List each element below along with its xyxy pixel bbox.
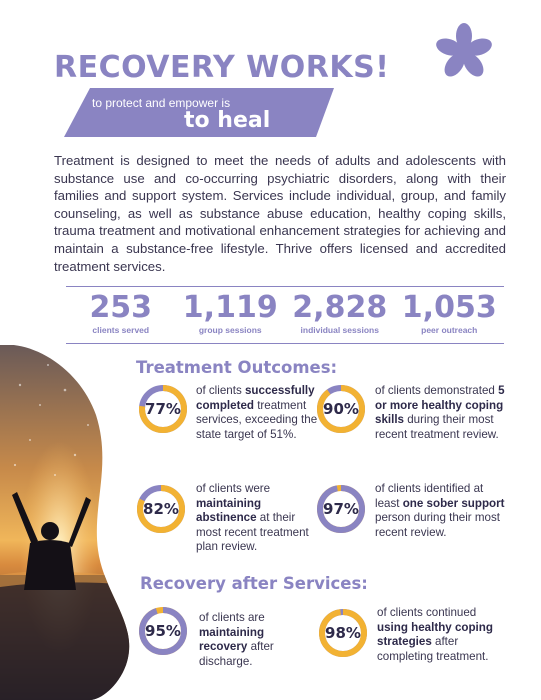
stats-row [66, 292, 504, 340]
treatment-outcomes-title: Treatment Outcomes: [136, 358, 338, 377]
stat-item [176, 292, 286, 340]
stat-item [395, 292, 505, 340]
outcome-percent: 97% [323, 500, 359, 518]
stat-label: individual sessions [300, 325, 379, 335]
outcome-ring [316, 484, 366, 539]
outcome-percent: 98% [325, 624, 361, 642]
recovery-title: Recovery after Services: [140, 574, 368, 593]
outcome-text: of clients continued using healthy coping strategies after completing treatment. [377, 606, 493, 663]
outcome-text: of clients demonstrated 5 or more healthy coping skills during their most recent treatment review. [375, 384, 505, 441]
banner-headline: to heal [184, 108, 271, 133]
stat-item [66, 292, 176, 340]
outcome-percent: 82% [143, 500, 179, 518]
outcome-text: of clients are maintaining recovery after discharge. [199, 611, 274, 668]
outcome-text: of clients identified at least one sober support person during their most recent review. [375, 482, 505, 539]
flower-icon [436, 22, 492, 78]
stat-item [285, 292, 395, 340]
intro-paragraph: Treatment is designed to meet the needs of adults and adolescents with substance use and co-occurring psychiatric disorders, along with their families and support system. Services include individual, group, and family counseling, as well as substance abuse education, healthy coping skills, trauma treatment and motivational enhancement strategies for achieving and maintain a substance-free lifestyle. Thrive offers licensed and accredited treatment services. [54, 153, 506, 274]
outcome-ring [138, 384, 188, 439]
stat-label: group sessions [198, 325, 262, 335]
stat-label: peer outreach [421, 325, 478, 335]
stat-value: 2,828 [292, 290, 388, 325]
banner-subtitle: to protect and empower is [92, 96, 231, 110]
stats-divider-top [66, 286, 504, 287]
outcome-ring [316, 384, 366, 439]
outcome-text: of clients were maintaining abstinence at their most recent treatment plan review. [196, 482, 309, 554]
outcome-percent: 77% [145, 400, 181, 418]
outcome-percent: 95% [145, 622, 181, 640]
outcome-percent: 90% [323, 400, 359, 418]
outcome-ring [138, 606, 188, 661]
outcome-text: of clients successfully completed treatment services, exceeding the state target of 51%. [196, 384, 318, 441]
page-title: RECOVERY WORKS! [54, 50, 390, 85]
stat-value: 1,119 [182, 290, 278, 325]
stat-label: clients served [92, 325, 150, 335]
stats-divider-bottom [66, 343, 504, 344]
stat-value: 1,053 [401, 290, 497, 325]
sunset-photo [0, 345, 132, 700]
stat-value: 253 [89, 290, 153, 325]
outcome-ring [318, 608, 368, 663]
outcome-ring [136, 484, 186, 539]
